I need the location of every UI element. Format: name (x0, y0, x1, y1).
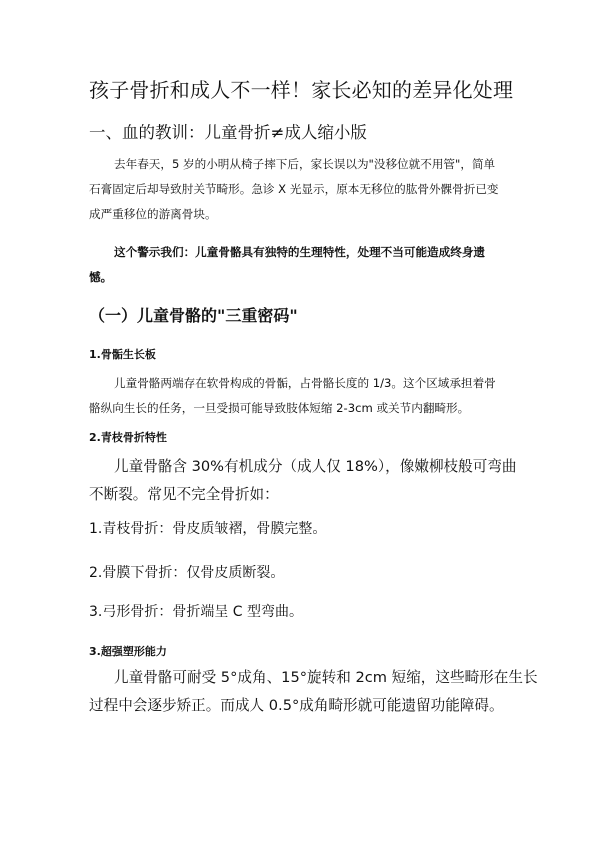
list-item: 2.骨膜下骨折：仅骨皮质断裂。 (89, 565, 285, 581)
story-line-3: 成严重移位的游离骨块。 (89, 207, 217, 221)
point-1-line-1: 儿童骨骼两端存在软骨构成的骨骺，占骨骼长度的 1/3。这个区域承担着骨 (114, 376, 496, 390)
page-title: 孩子骨折和成人不一样！家长必知的差异化处理 (89, 78, 514, 102)
point-2-paragraph (89, 453, 517, 509)
story-paragraph (89, 152, 509, 227)
point-3-paragraph (89, 664, 538, 720)
point-1-paragraph (89, 371, 509, 421)
point-2-heading: 2.青枝骨折特性 (89, 431, 167, 444)
warning-line-2: 憾。 (89, 270, 113, 284)
point-3-line-2: 过程中会逐步矫正。而成人 0.5°成角畸形就可能遗留功能障碍。 (89, 697, 504, 714)
point-3-line-1: 儿童骨骼可耐受 5°成角、15°旋转和 2cm 短缩，这些畸形在生长 (114, 669, 538, 686)
story-line-1: 去年春天，5 岁的小明从椅子摔下后，家长误以为"没移位就不用管"，简单 (114, 157, 496, 171)
list-item: 1.青枝骨折：骨皮质皱褶，骨膜完整。 (89, 521, 327, 537)
warning-paragraph (89, 240, 509, 290)
point-3-heading: 3.超强塑形能力 (89, 645, 167, 658)
subsection-heading: （一）儿童骨骼的"三重密码" (89, 306, 298, 325)
story-line-2: 石膏固定后却导致肘关节畸形。急诊 X 光显示，原本无移位的肱骨外髁骨折已变 (89, 182, 499, 196)
list-item: 3.弓形骨折：骨折端呈 C 型弯曲。 (89, 604, 304, 620)
point-1-line-2: 骼纵向生长的任务，一旦受损可能导致肢体短缩 2-3cm 或关节内翻畸形。 (89, 401, 470, 415)
section-heading-1: 一、血的教训：儿童骨折≠成人缩小版 (89, 123, 367, 142)
point-2-line-2: 不断裂。常见不完全骨折如： (89, 486, 279, 503)
point-2-line-1: 儿童骨骼含 30%有机成分（成人仅 18%），像嫩柳枝般可弯曲 (114, 458, 517, 475)
warning-line-1: 这个警示我们：儿童骨骼具有独特的生理特性，处理不当可能造成终身遗 (114, 245, 486, 259)
point-1-heading: 1.骨骺生长板 (89, 348, 156, 361)
